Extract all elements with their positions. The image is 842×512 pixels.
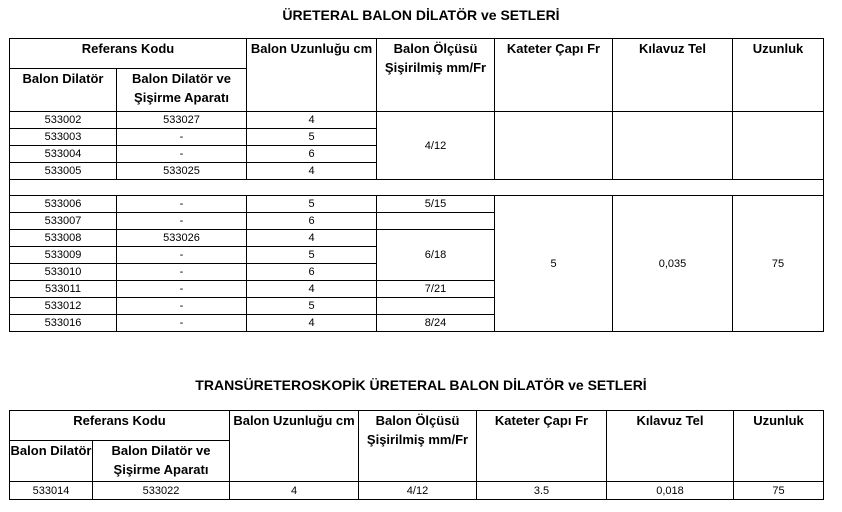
set-code: 533027 bbox=[117, 112, 247, 129]
dilator-code: 533008 bbox=[10, 230, 117, 247]
set-code: - bbox=[117, 315, 247, 332]
set-code: - bbox=[117, 281, 247, 298]
balloon-length: 5 bbox=[247, 196, 377, 213]
dilator-code: 533004 bbox=[10, 146, 117, 163]
header-guide-wire: Kılavuz Tel bbox=[607, 411, 734, 482]
header-reference-code: Referans Kodu bbox=[10, 39, 247, 69]
dilator-code: 533011 bbox=[10, 281, 117, 298]
guide-wire: 0,018 bbox=[607, 482, 734, 500]
header-balloon-size: Balon Ölçüsü Şişirilmiş mm/Fr bbox=[377, 39, 495, 112]
set-code: - bbox=[117, 129, 247, 146]
balloon-size: 4/12 bbox=[377, 112, 495, 180]
balloon-length: 5 bbox=[247, 298, 377, 315]
catheter-empty bbox=[495, 112, 613, 180]
header-catheter-diameter: Kateter Çapı Fr bbox=[477, 411, 607, 482]
dilator-code: 533006 bbox=[10, 196, 117, 213]
header-balloon-length: Balon Uzunluğu cm bbox=[230, 411, 359, 482]
guide-empty bbox=[613, 112, 733, 180]
transureteroscopic-balloon-table bbox=[9, 410, 824, 500]
balloon-length: 6 bbox=[247, 146, 377, 163]
balloon-length: 4 bbox=[247, 281, 377, 298]
table2-title: TRANSÜRETEROSKOPİK ÜRETERAL BALON DİLATÖR ve SETLERİ bbox=[195, 377, 647, 393]
dilator-code: 533007 bbox=[10, 213, 117, 230]
dilator-code: 533003 bbox=[10, 129, 117, 146]
balloon-size-empty bbox=[377, 213, 495, 230]
table1-title: ÜRETERAL BALON DİLATÖR ve SETLERİ bbox=[282, 7, 560, 23]
header-balloon-length: Balon Uzunluğu cm bbox=[247, 39, 377, 112]
balloon-size: 6/18 bbox=[377, 230, 495, 281]
dilator-code: 533005 bbox=[10, 163, 117, 180]
header-guide-wire: Kılavuz Tel bbox=[613, 39, 733, 112]
set-code: - bbox=[117, 264, 247, 281]
set-code: 533026 bbox=[117, 230, 247, 247]
balloon-length: 4 bbox=[247, 163, 377, 180]
dilator-code: 533012 bbox=[10, 298, 117, 315]
total-length: 75 bbox=[734, 482, 824, 500]
set-code: - bbox=[117, 247, 247, 264]
balloon-size: 5/15 bbox=[377, 196, 495, 213]
catheter-diameter: 3.5 bbox=[477, 482, 607, 500]
group-separator bbox=[10, 180, 824, 196]
total-length: 75 bbox=[733, 196, 824, 332]
dilator-code: 533016 bbox=[10, 315, 117, 332]
set-code: - bbox=[117, 298, 247, 315]
dilator-code: 533009 bbox=[10, 247, 117, 264]
header-dilator-and-inflator: Balon Dilatör ve Şişirme Aparatı bbox=[93, 441, 230, 482]
set-code: 533022 bbox=[93, 482, 230, 500]
balloon-size: 7/21 bbox=[377, 281, 495, 298]
length-empty bbox=[733, 112, 824, 180]
header-length: Uzunluk bbox=[733, 39, 824, 112]
balloon-length: 4 bbox=[230, 482, 359, 500]
balloon-size-empty bbox=[377, 298, 495, 315]
header-balloon-dilator: Balon Dilatör bbox=[10, 69, 117, 112]
catheter-diameter: 5 bbox=[495, 196, 613, 332]
set-code: - bbox=[117, 146, 247, 163]
balloon-length: 5 bbox=[247, 129, 377, 146]
balloon-size: 8/24 bbox=[377, 315, 495, 332]
guide-wire: 0,035 bbox=[613, 196, 733, 332]
set-code: - bbox=[117, 213, 247, 230]
header-reference-code: Referans Kodu bbox=[10, 411, 230, 441]
set-code: - bbox=[117, 196, 247, 213]
balloon-size: 4/12 bbox=[359, 482, 477, 500]
balloon-length: 4 bbox=[247, 230, 377, 247]
header-balloon-dilator: Balon Dilatör bbox=[10, 441, 93, 482]
balloon-length: 4 bbox=[247, 112, 377, 129]
balloon-length: 4 bbox=[247, 315, 377, 332]
balloon-length: 6 bbox=[247, 213, 377, 230]
dilator-code: 533002 bbox=[10, 112, 117, 129]
header-catheter-diameter: Kateter Çapı Fr bbox=[495, 39, 613, 112]
header-length: Uzunluk bbox=[734, 411, 824, 482]
dilator-code: 533014 bbox=[10, 482, 93, 500]
ureteral-balloon-table bbox=[9, 38, 824, 332]
balloon-length: 6 bbox=[247, 264, 377, 281]
dilator-code: 533010 bbox=[10, 264, 117, 281]
set-code: 533025 bbox=[117, 163, 247, 180]
balloon-length: 5 bbox=[247, 247, 377, 264]
header-balloon-size: Balon Ölçüsü Şişirilmiş mm/Fr bbox=[359, 411, 477, 482]
header-dilator-and-inflator: Balon Dilatör ve Şişirme Aparatı bbox=[117, 69, 247, 112]
